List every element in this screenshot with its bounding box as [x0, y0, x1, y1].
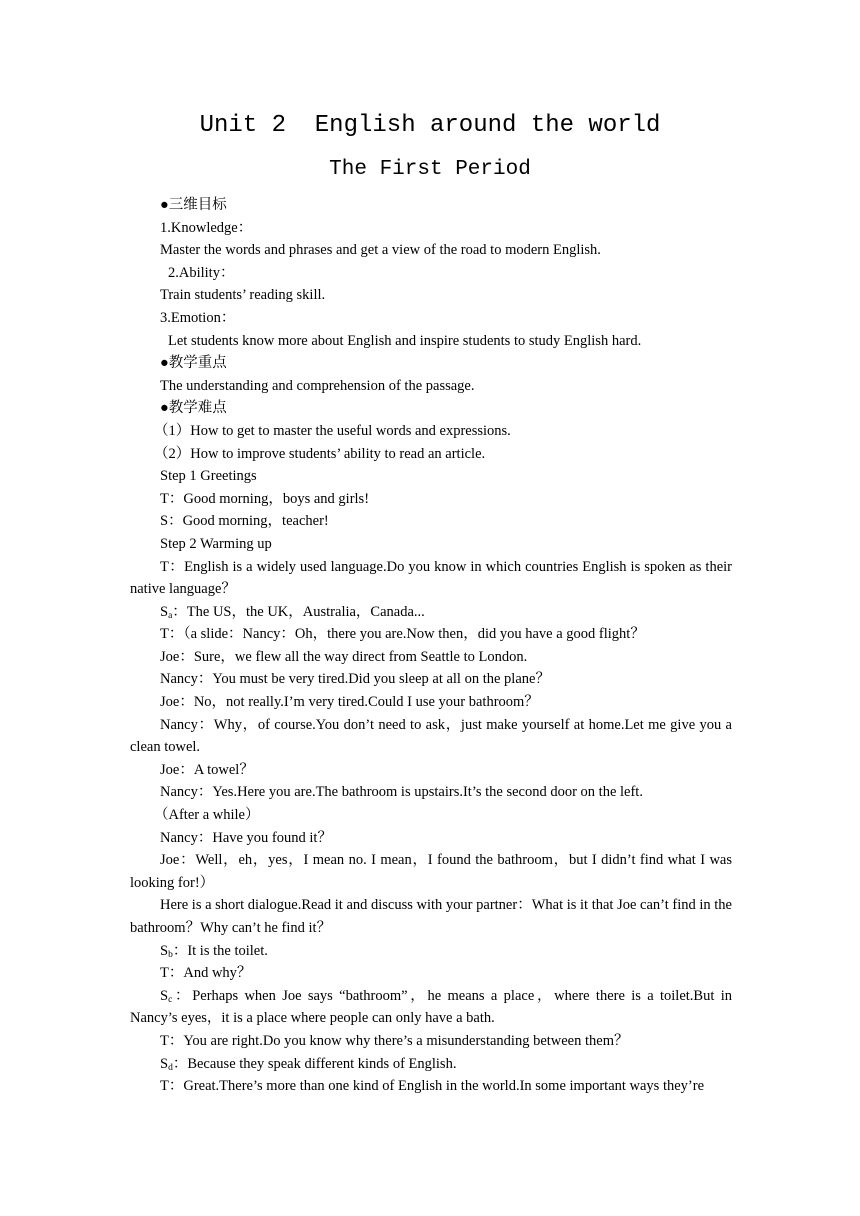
paragraph: T：You are right.Do you know why there’s a misunderstanding between them？	[160, 1032, 629, 1049]
document-subtitle: The First Period	[329, 158, 531, 181]
paragraph	[130, 985, 732, 1030]
speaker-label: S	[160, 603, 169, 620]
paragraph: T：English is a widely used language.Do you know in which countries English is spoken as their native language？	[130, 558, 732, 598]
paragraph: T：And why？	[160, 965, 252, 982]
paragraph: Nancy：Why，of course.You don’t need to ask，just make yourself at home.Let me give you a clean towel.	[130, 716, 732, 756]
speaker-label: S	[160, 942, 169, 959]
paragraph: T：Great.There’s more than one kind of English in the world.In some important ways they’re	[160, 1078, 705, 1095]
paragraph-text: ：Because they speak different kinds of English.	[172, 1055, 457, 1072]
paragraph-text: ：Perhaps when Joe says “bathroom”，he means a place，where there is a toilet.But in Nancy’s eyes，it is a place where people can only have a bath.	[130, 987, 732, 1027]
paragraph: ●三维目标	[160, 197, 227, 213]
paragraph: Step 2 Warming up	[160, 535, 272, 552]
paragraph: Master the words and phrases and get a view of the road to modern English.	[160, 242, 601, 259]
paragraph: T：Good morning，boys and girls!	[160, 490, 370, 507]
speaker-subscript: a	[168, 610, 173, 621]
speaker-label: S	[160, 987, 169, 1004]
paragraph: T：（a slide：Nancy：Oh，there you are.Now then，did you have a good flight？	[160, 626, 645, 643]
paragraph: （2）How to improve students’ ability to read an article.	[154, 445, 486, 462]
paragraph: Joe：Sure，we flew all the way direct from Seattle to London.	[160, 648, 528, 665]
document-title: Unit 2 English around the world	[199, 112, 661, 139]
paragraph: ●教学难点	[160, 400, 227, 417]
speaker-label: S	[160, 1055, 169, 1072]
speaker-subscript: b	[168, 949, 173, 960]
paragraph: Nancy：Have you found it？	[160, 829, 332, 846]
paragraph-text: ：It is the toilet.	[172, 942, 268, 959]
document-body	[130, 194, 732, 1098]
paragraph: Train students’ reading skill.	[160, 287, 326, 304]
speaker-subscript: c	[168, 994, 173, 1005]
paragraph: 2.Ability：	[168, 264, 235, 281]
paragraph: 3.Emotion：	[160, 309, 236, 326]
speaker-subscript: d	[168, 1062, 173, 1073]
paragraph: （After a while）	[154, 807, 260, 824]
paragraph: Nancy：You must be very tired.Did you sleep at all on the plane？	[160, 671, 550, 688]
paragraph	[130, 601, 732, 624]
paragraph: Joe：No，not really.I’m very tired.Could I use your bathroom？	[160, 694, 539, 711]
paragraph: Joe：A towel？	[160, 761, 254, 778]
paragraph	[130, 1053, 732, 1076]
paragraph: （1）How to get to master the useful words and expressions.	[154, 422, 511, 439]
paragraph	[130, 940, 732, 963]
paragraph: 1.Knowledge：	[160, 219, 253, 236]
paragraph: Nancy：Yes.Here you are.The bathroom is upstairs.It’s the second door on the left.	[160, 784, 643, 801]
paragraph: Here is a short dialogue.Read it and discuss with your partner：What is it that Joe can’t find in the bathroom？Why can’t he find it？	[130, 897, 732, 936]
paragraph: Let students know more about English and inspire students to study English hard.	[168, 332, 642, 349]
paragraph: Joe：Well，eh，yes，I mean no. I mean，I found the bathroom，but I didn’t find what I was looking for!）	[130, 852, 732, 891]
paragraph: The understanding and comprehension of the passage.	[160, 377, 475, 394]
paragraph: S：Good morning，teacher!	[160, 513, 329, 530]
paragraph-text: ：The US，the UK，Australia，Canada...	[172, 603, 425, 620]
paragraph: Step 1 Greetings	[160, 468, 257, 485]
paragraph: ●教学重点	[160, 355, 227, 372]
